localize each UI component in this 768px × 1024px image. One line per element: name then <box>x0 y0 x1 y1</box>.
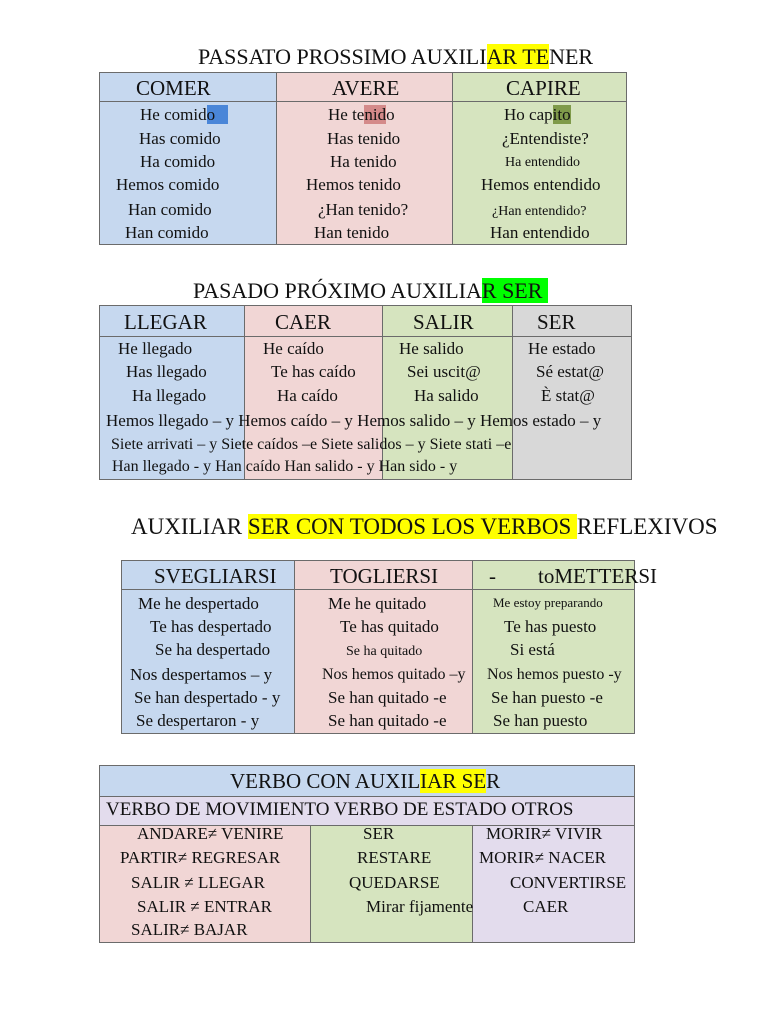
header-capire: CAPIRE <box>506 76 581 100</box>
cell: ANDARE≠ VENIRE <box>137 824 284 843</box>
header-svegliarsi: SVEGLIARSI <box>154 564 277 588</box>
table-verbo-auxiliar <box>99 765 635 943</box>
cell: Te has caído <box>271 362 356 381</box>
cell: He estado <box>528 339 596 358</box>
title-part: VERBO CON AUXIL <box>230 769 421 793</box>
column-divider <box>472 825 473 942</box>
section3-title <box>131 514 718 540</box>
cell: Nos hemos quitado –y <box>322 666 466 683</box>
cell: Has tenido <box>327 129 401 148</box>
title-highlight: SER CON TODOS LOS VERBOS <box>247 514 578 539</box>
cell: Me he despertado <box>138 594 259 613</box>
cell: Ha tenido <box>330 152 397 171</box>
header-togliersi: TOGLIERSI <box>330 564 439 588</box>
cell: Se han puesto -e <box>491 688 603 707</box>
cell: Se han quitado -e <box>328 711 447 730</box>
cell-marked-text: o <box>207 105 229 124</box>
cell <box>140 105 228 125</box>
header-llegar: LLEGAR <box>124 310 207 334</box>
cell: SALIR≠ BAJAR <box>131 920 248 939</box>
header-caer: CAER <box>275 310 332 334</box>
cell: ¿Entendiste? <box>502 129 589 148</box>
cell: CAER <box>523 897 569 916</box>
row-han: Han llegado - y Han caído Han salido - y Han sido - y <box>112 458 458 475</box>
cell: Han tenido <box>314 223 390 242</box>
header-mettersi: toMETTERSI <box>538 564 657 588</box>
column-divider <box>294 561 295 733</box>
cell: QUEDARSE <box>349 873 440 892</box>
cell-marked-text: ito <box>552 105 571 124</box>
cell: PARTIR≠ REGRESAR <box>120 848 281 867</box>
cell: Hemos comido <box>116 175 220 194</box>
cell: SALIR ≠ LLEGAR <box>131 873 265 892</box>
header-comer: COMER <box>136 76 211 100</box>
header-avere: AVERE <box>332 76 400 100</box>
cell: MORIR≠ NACER <box>479 848 606 867</box>
cell: He caído <box>263 339 324 358</box>
title-highlight: IAR SE <box>420 769 487 793</box>
title-highlight: AR TE <box>486 44 550 69</box>
cell: Se han puesto <box>493 711 588 730</box>
cell: Has llegado <box>126 362 207 381</box>
cell: Si está <box>510 640 555 659</box>
cell: He salido <box>399 339 464 358</box>
column-divider <box>512 306 513 479</box>
column-divider <box>472 561 473 733</box>
table-passato-prossimo <box>99 72 627 245</box>
cell: Ha entendido <box>505 155 581 170</box>
cell-text: Ho cap <box>504 105 553 124</box>
cell-text: He comid <box>140 105 207 124</box>
cell: Me he quitado <box>328 594 427 613</box>
cell: Hemos entendido <box>481 175 601 194</box>
title-part: R <box>486 769 501 793</box>
section2-title <box>193 278 548 304</box>
header-divider <box>100 336 631 337</box>
cell: Han entendido <box>490 223 590 242</box>
cell: He llegado <box>118 339 193 358</box>
cell: Ha llegado <box>132 386 207 405</box>
title-part: PASADO PRÓXIMO AUXILIA <box>193 278 482 303</box>
cell: CONVERTIRSE <box>510 873 627 892</box>
header-dash: - <box>489 564 496 588</box>
header-salir: SALIR <box>413 310 474 334</box>
cell: Han comido <box>125 223 209 242</box>
cell: Ha salido <box>414 386 479 405</box>
cell: RESTARE <box>357 848 432 867</box>
title-part: PASSATO PROSSIMO AUXILI <box>198 44 487 69</box>
cell: È stat@ <box>541 386 595 405</box>
column-divider <box>310 825 311 942</box>
row-divider <box>100 796 634 797</box>
row-hemos: Hemos llegado – y Hemos caído – y Hemos salido – y Hemos estado – y <box>106 411 602 430</box>
cell: Se ha quitado <box>346 644 423 659</box>
cell: Me estoy preparando <box>493 595 603 610</box>
cell: Han comido <box>128 200 212 219</box>
cell: Sé estat@ <box>536 362 605 381</box>
table-reflexivos <box>121 560 657 734</box>
cell-text: o <box>386 105 395 124</box>
cell: Te has quitado <box>340 617 439 636</box>
cell: Ha comido <box>140 152 216 171</box>
column-divider <box>452 73 453 244</box>
cell: ¿Han tenido? <box>318 200 409 219</box>
title-part: REFLEXIVOS <box>577 514 718 539</box>
section4-title <box>230 767 500 795</box>
cell: Se han quitado -e <box>328 688 447 707</box>
cell: Mirar fijamente <box>366 897 474 916</box>
cell: Has comido <box>139 129 221 148</box>
header-ser: SER <box>537 310 576 334</box>
cell: SER <box>363 824 395 843</box>
cell: Hemos tenido <box>306 175 401 194</box>
cell: Nos hemos puesto -y <box>487 666 622 683</box>
cell: Te has despertado <box>150 617 272 636</box>
cell-text: He te <box>328 105 365 124</box>
section1-title <box>198 44 593 70</box>
title-highlight: R SER <box>482 278 549 303</box>
cell: Se ha despertado <box>155 640 271 659</box>
cell: Ha caído <box>277 386 338 405</box>
cell: Nos despertamos – y <box>130 665 273 684</box>
row-siete: Siete arrivati – y Siete caídos –e Siete salidos – y Siete stati –e <box>111 436 512 453</box>
cell: MORIR≠ VIVIR <box>486 824 603 843</box>
column-divider <box>276 73 277 244</box>
cell <box>504 105 571 125</box>
cell <box>328 105 395 125</box>
cell: SALIR ≠ ENTRAR <box>137 897 272 916</box>
cell: Sei uscit@ <box>407 362 481 381</box>
table-pasado-proximo <box>99 305 632 480</box>
cell: Se despertaron - y <box>136 711 260 730</box>
cell-marked-text: nid <box>364 105 387 124</box>
title-part: NER <box>549 44 594 69</box>
title-part: AUXILIAR <box>131 514 248 539</box>
cell: ¿Han entendido? <box>492 204 587 219</box>
cell: Se han despertado - y <box>134 688 281 707</box>
subheader-text: VERBO DE MOVIMIENTO VERBO DE ESTADO OTROS <box>106 799 574 820</box>
cell: Te has puesto <box>504 617 597 636</box>
